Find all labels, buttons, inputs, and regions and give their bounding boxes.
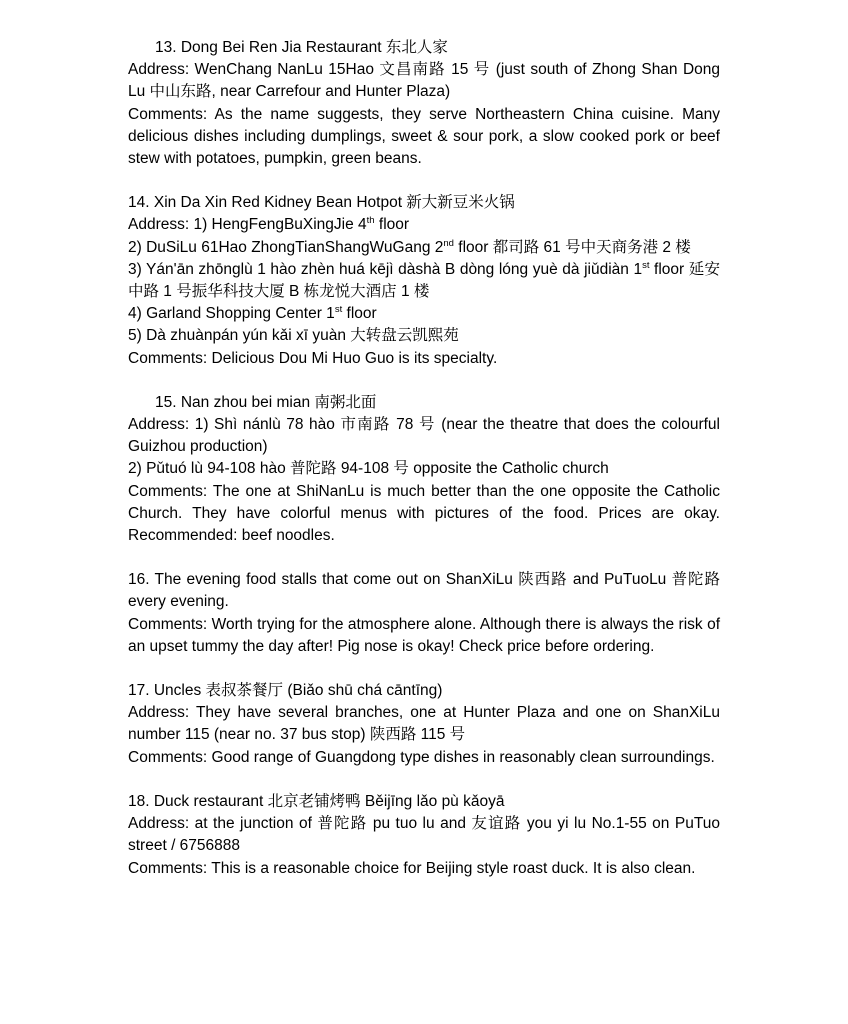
entry-title: 13. Dong Bei Ren Jia Restaurant 东北人家 [155,39,448,56]
address-text: 2) DuSiLu 61Hao ZhongTianShangWuGang 2 [128,238,444,256]
address-text: floor 延安中路 1 号振华科技大厦 B 栋龙悦大酒店 1 楼 [128,260,720,301]
entry-title: 17. Uncles 表叔茶餐厅 (Biǎo shū chá cāntīng) [128,682,443,700]
restaurant-entry-16 [128,569,720,658]
ordinal-suffix: th [366,215,375,227]
entry-address-4 [128,303,720,325]
document-page [128,37,720,902]
entry-address-2 [128,237,720,259]
ordinal-suffix: st [642,259,650,271]
entry-address: Address: They have several branches, one at Hunter Plaza and one on ShanXiLu number 115 (near no. 37 bus stop) 陕西路 115 号 [128,704,720,744]
restaurant-entry-14 [128,192,720,370]
restaurant-entry-13 [128,37,720,170]
address-text: Address: 1) HengFengBuXingJie 4 [128,216,367,234]
restaurant-entry-18 [128,791,720,880]
entry-address: Address: at the junction of 普陀路 pu tuo lu and 友谊路 you yi lu No.1-55 on PuTuo street / 6756888 [128,815,720,855]
entry-title: 16. The evening food stalls that come out on ShanXiLu 陕西路 and PuTuoLu 普陀路 every evening. [128,571,720,611]
entry-title: 14. Xin Da Xin Red Kidney Bean Hotpot 新大新豆米火锅 [128,194,515,212]
entry-comments: Comments: Worth trying for the atmosphere alone. Although there is always the risk of an upset tummy the day after! Pig nose is okay! Check price before ordering. [128,615,720,655]
entry-address-5: 5) Dà zhuànpán yún kǎi xī yuàn 大转盘云凯熙苑 [128,327,459,345]
address-text: 4) Garland Shopping Center 1 [128,305,335,323]
entry-address: Address: WenChang NanLu 15Hao 文昌南路 15 号 (just south of Zhong Shan Dong Lu 中山东路, near Carrefour and Hunter Plaza) [128,61,720,101]
entry-address-1 [128,214,720,236]
entry-comments: Comments: Delicious Dou Mi Huo Guo is its specialty. [128,349,498,367]
restaurant-entry-15 [128,392,720,547]
entry-address-3 [128,259,720,303]
entry-comments: Comments: The one at ShiNanLu is much better than the one opposite the Catholic Church. They have colorful menus with pictures of the food. Prices are okay. Recommended: beef noodles. [128,482,720,545]
ordinal-suffix: nd [443,237,454,249]
ordinal-suffix: st [334,304,343,316]
entry-comments: Comments: As the name suggests, they serve Northeastern China cuisine. Many delicious dishes including dumplings, sweet & sour pork, a slow cooked pork or beef stew with potatoes, pumpkin, green beans. [128,105,720,168]
address-text: floor [342,305,377,323]
entry-address-2: 2) Pǔtuó lù 94-108 hào 普陀路 94-108 号 opposite the Catholic church [128,460,609,478]
entry-address-1: Address: 1) Shì nánlù 78 hào 市南路 78 号 (near the theatre that does the colourful Guizhou production) [128,416,720,456]
address-text: 3) Yán'ān zhōnglù 1 hào zhèn huá kējì dàshà B dòng lóng yuè dà jiǔdiàn 1 [128,260,643,278]
address-text: floor [374,216,410,234]
entry-title: 15. Nan zhou bei mian 南粥北面 [155,393,377,411]
address-text: floor 都司路 61 号中天商务港 2 楼 [453,238,691,256]
entry-title: 18. Duck restaurant 北京老铺烤鸭 Běijīng lǎo pù kǎoyā [128,792,505,810]
entry-comments: Comments: Good range of Guangdong type dishes in reasonably clean surroundings. [128,748,715,766]
restaurant-entry-17 [128,680,720,769]
entry-comments: Comments: This is a reasonable choice for Beijing style roast duck. It is also clean. [128,859,696,877]
